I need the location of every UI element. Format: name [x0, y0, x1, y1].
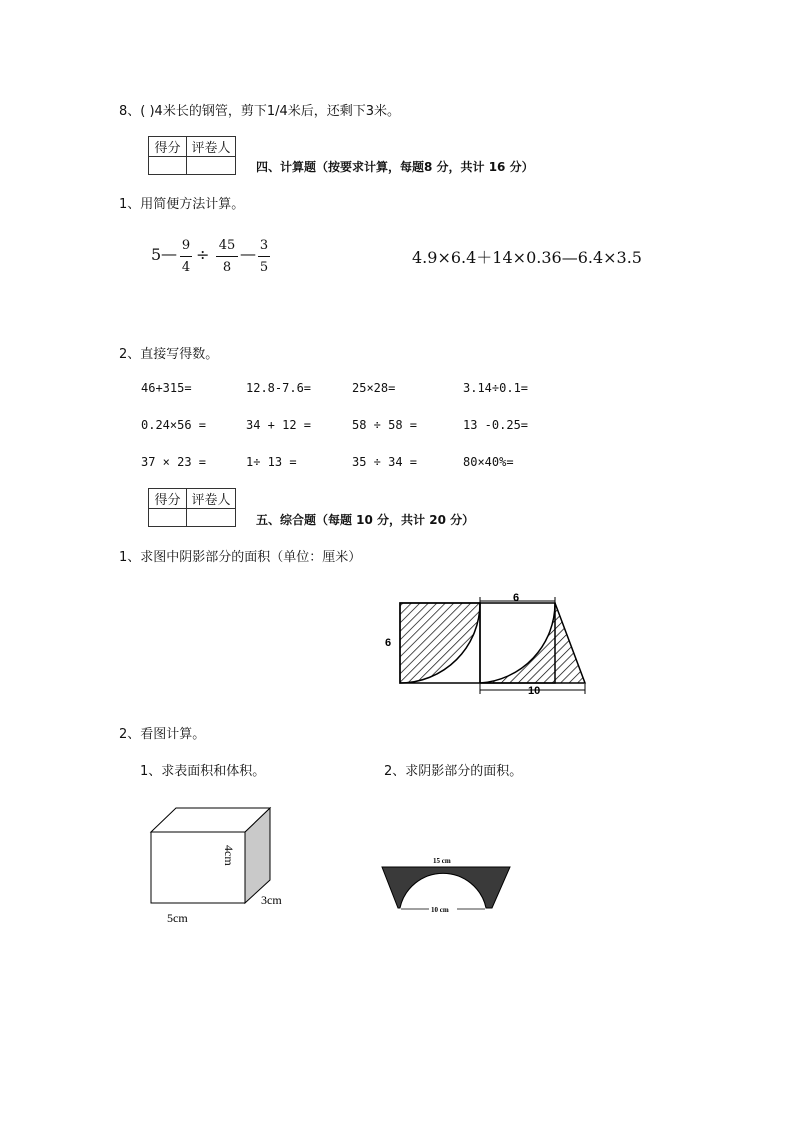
trap-top-label: 15 cm: [433, 857, 451, 865]
expr1-num-1: 9: [181, 238, 191, 253]
score-table-1: [148, 136, 236, 175]
grader-cell: [187, 157, 236, 175]
score-header: 得分: [149, 489, 187, 509]
box-height-label: 4cm: [222, 845, 236, 866]
calc-item: 0.24×56 =: [141, 418, 207, 432]
calc-item: 80×40%=: [463, 455, 514, 469]
calc-item: 37 × 23 =: [141, 455, 207, 469]
trapezoid-figure: [377, 850, 517, 920]
expr1-minus-1: —: [161, 244, 177, 263]
s5-question-2b-label: 2、求阴影部分的面积。: [384, 764, 523, 779]
fig1-left-label: 6: [385, 637, 392, 649]
score-table-2: [148, 488, 236, 527]
s5-question-1-label: 1、求图中阴影部分的面积（单位：厘米）: [119, 550, 362, 565]
expr1-num-2: 45: [218, 238, 236, 253]
s5-question-2-label: 2、看图计算。: [119, 727, 206, 742]
calc-item: 25×28=: [352, 381, 396, 395]
calc-item: 46+315=: [141, 381, 192, 395]
box-depth-label: 3cm: [261, 893, 282, 907]
expr1-den-1: 4: [181, 260, 191, 275]
shaded-area-figure: [375, 588, 605, 708]
expr1-divide: ÷: [196, 245, 210, 264]
calc-item: 13 -0.25=: [463, 418, 529, 432]
calc-item: 3.14÷0.1=: [463, 381, 529, 395]
s5-question-2a-label: 1、求表面积和体积。: [140, 764, 266, 779]
question-8: 8、( )4米长的钢管，剪下1/4米后，还剩下3米。: [119, 104, 401, 119]
grader-header: 评卷人: [187, 137, 236, 157]
expr1-num-3: 3: [259, 238, 269, 253]
calc-item: 34 + 12 =: [246, 418, 312, 432]
expr1-den-2: 8: [222, 260, 232, 275]
score-cell: [149, 157, 187, 175]
expr1-five: 5: [151, 245, 162, 264]
score-header: 得分: [149, 137, 187, 157]
expression-2: 4.9×6.4＋14×0.36—6.4×3.5: [412, 248, 642, 267]
expr1-fracline-1: [180, 256, 192, 257]
fig1-top-label: 6: [513, 592, 520, 604]
section-4-title: 四、计算题（按要求计算，每题8 分，共计 16 分）: [256, 160, 534, 174]
grader-cell: [187, 509, 236, 527]
fig1-bottom-label: 10: [528, 685, 541, 697]
cuboid-figure: [145, 800, 305, 930]
score-cell: [149, 509, 187, 527]
s4-question-1-label: 1、用简便方法计算。: [119, 197, 245, 212]
calc-item: 12.8-7.6=: [246, 381, 312, 395]
expr1-den-3: 5: [259, 260, 269, 275]
section-5-title: 五、综合题（每题 10 分，共计 20 分）: [256, 513, 475, 527]
expr1-fracline-2: [216, 256, 238, 257]
calc-item: 58 ÷ 58 =: [352, 418, 418, 432]
expr1-minus-2: —: [240, 244, 256, 263]
s4-question-2-label: 2、直接写得数。: [119, 347, 219, 362]
trap-bottom-label: 10 cm: [431, 906, 449, 914]
grader-header: 评卷人: [187, 489, 236, 509]
expr1-fracline-3: [258, 256, 270, 257]
calc-item: 35 ÷ 34 =: [352, 455, 418, 469]
box-width-label: 5cm: [167, 911, 188, 925]
calc-item: 1÷ 13 =: [246, 455, 297, 469]
